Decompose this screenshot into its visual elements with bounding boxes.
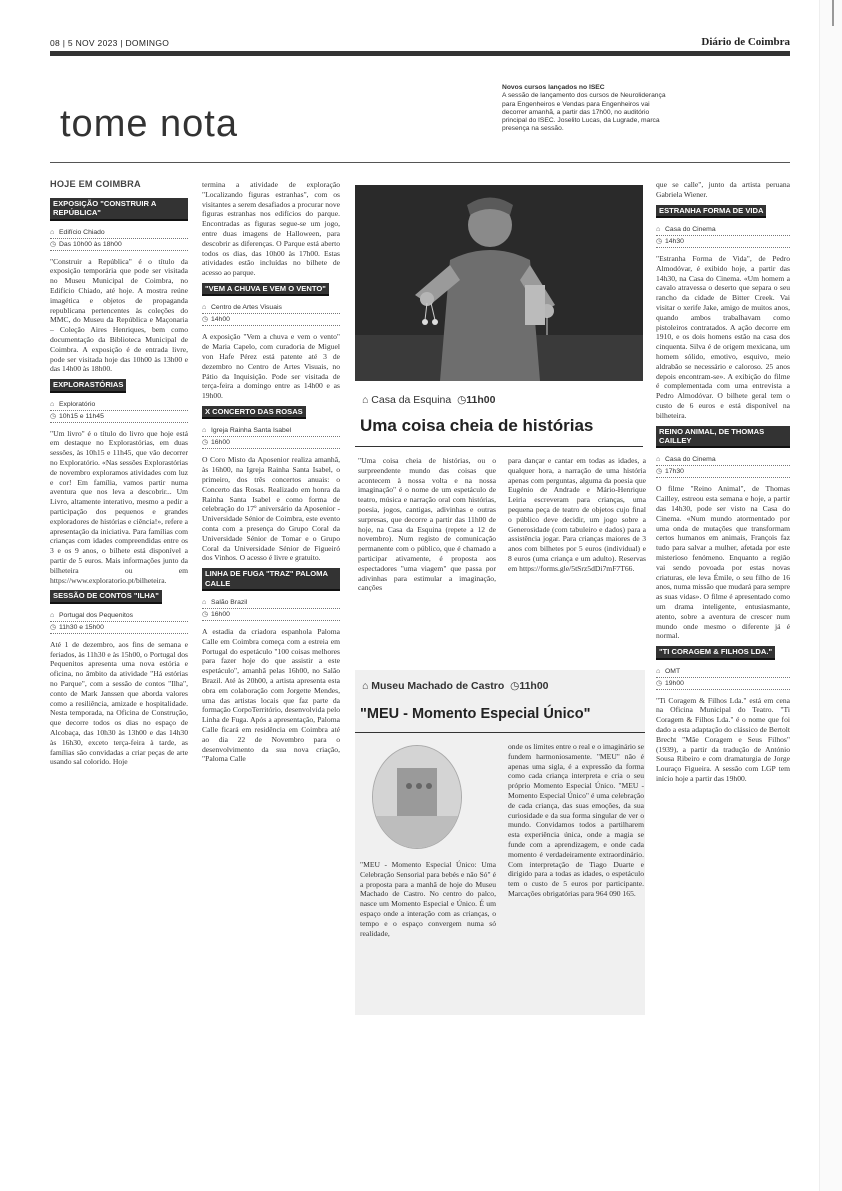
feature-location: ⌂ Casa da Esquina ◷11h00 (362, 394, 496, 406)
clock-icon: ◷ (50, 623, 57, 631)
teaser-box (502, 84, 672, 134)
home-icon: ⌂ (362, 394, 369, 406)
event-place: ⌂ Casa do Cinema (656, 224, 790, 236)
event-place: ⌂ Casa do Cinema (656, 454, 790, 466)
event-text: Até 1 de dezembro, aos fins de semana e feriados, às 11h30 e às 15h00, o Portugal dos Pequenitos apresenta uma nova estória e oficina, no âmbito da atividade "Há estórias no Parque", com a sessão de contos "Ilha", conto de Mark Janssen que aborda valores como a resiliência, amizade e hospitalidade. Nesta temporada, na Oficina de Construção, que decorre todos os dias no espaço de Alcobaça, das 10h30 às 13h00 e das 14h30 às 16h30, exceto terça-feira à tarde, as famílias são convidadas a criar peças de arte usando sal colorido. Hoje (50, 639, 188, 767)
clock-icon: ◷ (507, 680, 520, 692)
clock-icon: ◷ (656, 468, 663, 476)
event-tag: "VEM A CHUVA E VEM O VENTO" (202, 283, 329, 296)
stage-illustration (373, 746, 461, 848)
clock-icon: ◷ (50, 240, 57, 248)
event-place: ⌂ Portugal dos Pequenitos (50, 610, 188, 622)
event-place: ⌂ Igreja Rainha Santa Isabel (202, 425, 340, 437)
event-place: ⌂ Salão Brazil (202, 597, 340, 609)
clock-icon: ◷ (202, 316, 209, 324)
event-time: ◷ 14h00 (202, 314, 340, 326)
feature-photo (355, 185, 643, 381)
section-title: tome nota (60, 103, 238, 145)
event-tag: EXPLORASTÓRIAS (50, 379, 126, 392)
event-tag: REINO ANIMAL, DE THOMAS CAILLEY (656, 426, 790, 449)
clock-icon: ◷ (656, 238, 663, 245)
feature-column-a (358, 456, 496, 598)
column-heading: HOJE EM COIMBRA (50, 179, 141, 189)
event-time: ◷ 11h30 e 15h00 (50, 622, 188, 634)
column-2 (202, 180, 340, 769)
event-place: ⌂ Centro de Artes Visuais (202, 302, 340, 314)
event-text: O Coro Misto da Aposenior realiza amanhã, às 16h00, na Igreja Rainha Santa Isabel, o primeiro, dos três concertos anuais: o Concerto das Rosas. Realizado em honra da Rainha Santa Isabel e como forma de celebração do 17º aniversário da Aposenior - Universidade Sénior de Coimbra, este evento conta com a presença do Grupo Coral da Universidade Sénior de Tomar e o Grupo Coral da Universidade Sénior de Figueiró dos Vinhos. O acesso é livre e gratuito. (202, 455, 340, 563)
event-text: "Ti Coragem & Filhos Lda." está em cena na Oficina Municipal do Teatro. "Ti Coragem & Filhos Lda." é o nome que foi dado a esta adaptação do clássico de Bertolt Brecht "Mãe Coragem e Seus Filhos" (1939), a partir da tradução de António Sousa Ribeiro e com dramaturgia de Jorge Louraço Figueira. A sessão com LGP tem início hoje a partir das 19h00. (656, 695, 790, 783)
column-1 (50, 180, 188, 772)
page-date-line: 08 | 5 NOV 2023 | DOMINGO (50, 38, 170, 48)
event-tag: EXPOSIÇÃO "CONSTRUIR A REPÚBLICA" (50, 198, 188, 221)
meu-location: ⌂ Museu Machado de Castro ◷11h00 (362, 680, 549, 692)
clock-icon: ◷ (202, 439, 209, 447)
clock-icon: ◷ (202, 610, 209, 618)
section-rule (50, 162, 790, 163)
event-text: "Estranha Forma de Vida", de Pedro Almodóvar, é exibido hoje, a partir das 14h30, na Casa do Cinema. «Um homem a cavalo atravessa o deserto que separa o seu rancho da cidade de Bitter Creek. Vai visitar o xerife Jake, amigo de muitos anos, quando ambos trabalhavam como pistoleiros contratados. A ação decorre em 1910, e os dois homens estão na casa dos cinquenta. Silva é de origem mexicana, um homem sólido, emotivo, esquivo, meio aldrabão se necessário e caloroso. 25 anos depois encontram-se». A exibição do filme é complementada com uma entrevista a Pedro Almodóvar. O bilhete geral tem o custo de 6 euros e está disponível na bilheteira. (656, 254, 790, 420)
event-text: A exposição "Vem a chuva e vem o vento" de Maria Capelo, com curadoria de Miguel von Hafe Pérez está patente até 3 de dezembro no Centro de Artes Visuais, no Pátio da Inquisição. Pode ser visitada de terça-feira a domingo entre as 14h00 e as 19h00. (202, 332, 340, 401)
event-time: ◷ 16h00 (202, 437, 340, 449)
home-icon: ⌂ (656, 456, 661, 464)
continued-text: que se calle", junto da artista peruana Gabriela Wiener. (656, 180, 790, 199)
event-time: ◷ 16h00 (202, 609, 340, 621)
teaser-title: Novos cursos lançados no ISEC (502, 84, 605, 91)
home-icon: ⌂ (656, 667, 661, 675)
home-icon: ⌂ (202, 304, 207, 312)
event-time: ◷ 19h00 (656, 678, 790, 690)
event-text: "Um livro" é o título do livro que hoje está em destaque no Explorastórias, em duas sessões, às 10h15 e 11h45, que vão decorrer no Exploratório. «Nas sessões Explorastórias de novembro exploramos atividades com luz e cor! Em família, vamos partir numa aventura que nos leva a descobrir... Um Livro, altamente interativo, mesmo a pedir a participação dos pequenos e grandes exploradores de histórias e ciência!», refere a apresentação da iniciativa. Para famílias com crianças com idades compreendidas entre os 3 e os 9 anos, o bilhete está disponível a partir de 5 euros. Mais informações junto da bilheteira ou em https://www.exploratorio.pt/bilheteira. (50, 428, 188, 585)
event-tag: "TI CORAGEM & FILHOS LDA." (656, 646, 775, 659)
event-tag: LINHA DE FUGA "TRAZ" PALOMA CALLE (202, 568, 340, 591)
home-icon: ⌂ (202, 427, 207, 435)
teaser-text: A sessão de lançamento dos cursos de Neuroliderança para Engenheiros e Vendas para Engenheiros vai decorrer amanhã, a partir das 17h00, no auditório principal do ISEC. Joselito Lucas, da Lugrade, marca presença na sessão. (502, 92, 666, 133)
clock-icon: ◷ (50, 412, 57, 420)
event-text: O filme "Reino Animal", de Thomas Cailley, estreou esta semana e hoje, a partir das 14h30, pode ser visto na Casa do Cinema. «Num mundo atormentado por uma onda de mutações que transformam certos humanos em animais, François faz tudo para salvar a mulher, afetada por este misterioso fenómeno. Enquanto a região vai sendo povoada por estas novas criaturas, ele leva Émile, o seu filho de 16 anos, numa missão que mudará para sempre as suas vidas». O filme é apresentado como um drama inteligente, entusiasmante, atento, sobre a aventura de crescer num mundo onde mesmo o diferente já é normal. (656, 484, 790, 641)
home-icon: ⌂ (50, 228, 55, 236)
home-icon: ⌂ (656, 226, 661, 233)
feature-column-b (508, 456, 646, 579)
scan-edge (819, 0, 842, 1191)
clock-icon: ◷ (454, 394, 467, 406)
meu-column-a (360, 860, 496, 943)
feature-text: "Uma coisa cheia de histórias, ou o surpreendente mundo das coisas que acontecem à nossa volta e na nossa imaginação" é o nome de um espetáculo de teatro, música e narração oral com histórias, poesia, jogos, cantigas, adivinhas e outras surpresas, que decorre a partir das 11h00 de hoje, na Casa da Esquina (repete a 12 de novembro). Num registo de comunicação permanente com o público, que é chamado a participar ativamente, é proposta aos espectadores "uma viagem" que passa por adivinhas para estimular a imaginação, canções (358, 456, 496, 593)
feature-rule (355, 446, 643, 447)
event-time: ◷ Das 10h00 às 18h00 (50, 239, 188, 251)
event-time: ◷ 14h30 (656, 236, 790, 248)
event-text: "Construir a República" é o título da exposição temporária que pode ser visitada no Museu Municipal de Coimbra, no Edifício Chiado, até hoje. A mostra reúne imagética e objetos de propaganda republicana pertencentes às coleções do MMC, do Museu da República e Maçonaria – Coleção Aires Henriques, bem como documentação da Biblioteca Municipal de Coimbra. A exposição é de entrada livre, pode ser visitada hoje das 10h00 às 13h00 e das 14h00 às 18h00. (50, 256, 188, 374)
scan-corner-mark (826, 0, 834, 26)
home-icon: ⌂ (50, 611, 55, 619)
meu-text: "MEU - Momento Especial Único: Uma Celebração Sensorial para bebés e não Só" é a proposta para a manhã de hoje do Museu Machado de Castro. No centro do palco, nasce um Momento Especial e Único. É um espaço onde a interação com as crianças, o tempo e o espaço convergem numa só realidade, (360, 860, 496, 938)
event-tag: X CONCERTO DAS ROSAS (202, 406, 306, 419)
event-time: ◷ 10h15 e 11h45 (50, 411, 188, 423)
clock-icon: ◷ (656, 679, 663, 687)
newspaper-logo: Diário de Coimbra (701, 36, 790, 48)
column-4 (656, 180, 790, 789)
event-place: ⌂ OMT (656, 666, 790, 678)
meu-photo (372, 745, 462, 849)
header-rule (50, 51, 790, 56)
performer-illustration (355, 185, 643, 381)
meu-title: "MEU - Momento Especial Único" (360, 706, 591, 722)
meu-text: onde os limites entre o real e o imaginário se fundem harmoniosamente. "MEU" não é apenas uma sigla, é a expressão da forma como cada criança interpreta e cria o seu próprio Momento Especial Único. "MEU - Momento Especial Único" é uma celebração de cada criança, das suas emoções, da sua curiosidade e da sua forma singular de ver o mundo. Convidamos todos a partilharem esta experiência única, onde a magia se funde com a aprendizagem, e onde cada momento é verdadeiramente extraordinário. Com interpretação de Tiago Duarte e dirigido para a todas as idades, o espetáculo tem o custo de 5 euros por participante. Marcações obrigatórias para 964 090 165. (508, 742, 645, 898)
event-tag: SESSÃO DE CONTOS "ILHA" (50, 590, 162, 603)
home-icon: ⌂ (362, 680, 369, 692)
continued-text: termina a atividade de exploração "Localizando figuras estranhas", com os visitantes a serem desafiados a procurar nove figuras estranhas nos edifícios do parque. Encontradas as figuras segue-se um jogo, entre duas imagens de Halloween, para descobrir as diferenças. O Parque está aberto todos os dias, das 10h00 às 17h00. Estas atividades estão incluídas no bilhete de acesso ao parque. (202, 180, 340, 278)
event-tag: ESTRANHA FORMA DE VIDA (656, 205, 766, 218)
home-icon: ⌂ (50, 400, 55, 408)
feature-text: para dançar e cantar em todas as idades, a qualquer hora, a narração de uma história apenas com perguntas, alguma da poesia que Eugénio de Andrade e Mário-Henrique Leiria escreveram para crianças, uma pequena peça de teatro de objetos cujo final o público deve decidir, um jogo sobre a Generosidade (com tabuleiro e dados) para a assistência jogar. Para crianças maiores de 3 anos com bilhetes por 5 euros (individual) e 8 euros (uma criança e um adulto). Reservas em https://forms.gle/5tSrz5dDi7mF7T66. (508, 456, 646, 573)
event-time: ◷ 17h30 (656, 466, 790, 478)
home-icon: ⌂ (202, 598, 207, 606)
page-header (50, 36, 790, 50)
feature-title: Uma coisa cheia de histórias (360, 416, 594, 435)
meu-column-b (508, 742, 644, 904)
meu-rule (355, 732, 645, 733)
event-place: ⌂ Exploratório (50, 399, 188, 411)
event-text: A estadia da criadora espanhola Paloma Calle em Coimbra começa com a estreia em Portugal do espetáculo "100 coisas melhores para fazer hoje do que assistir a este espetáculo", amanhã pelas 16h00, no Salão Brazil. Até às 20h00, a artista apresenta esta obra em colaboração com Jorgette Mendes, uma das artistas locais que faz parte da formação CorpoTerritório, desenvolvida pelo Linha de Fuga. Após a apresentação, Paloma Calle ficará em residência em Coimbra até ao dia 22 de Novembro para o desenvolvimento da sua nova criação, "Paloma Calle (202, 626, 340, 764)
event-place: ⌂ Edifício Chiado (50, 227, 188, 239)
